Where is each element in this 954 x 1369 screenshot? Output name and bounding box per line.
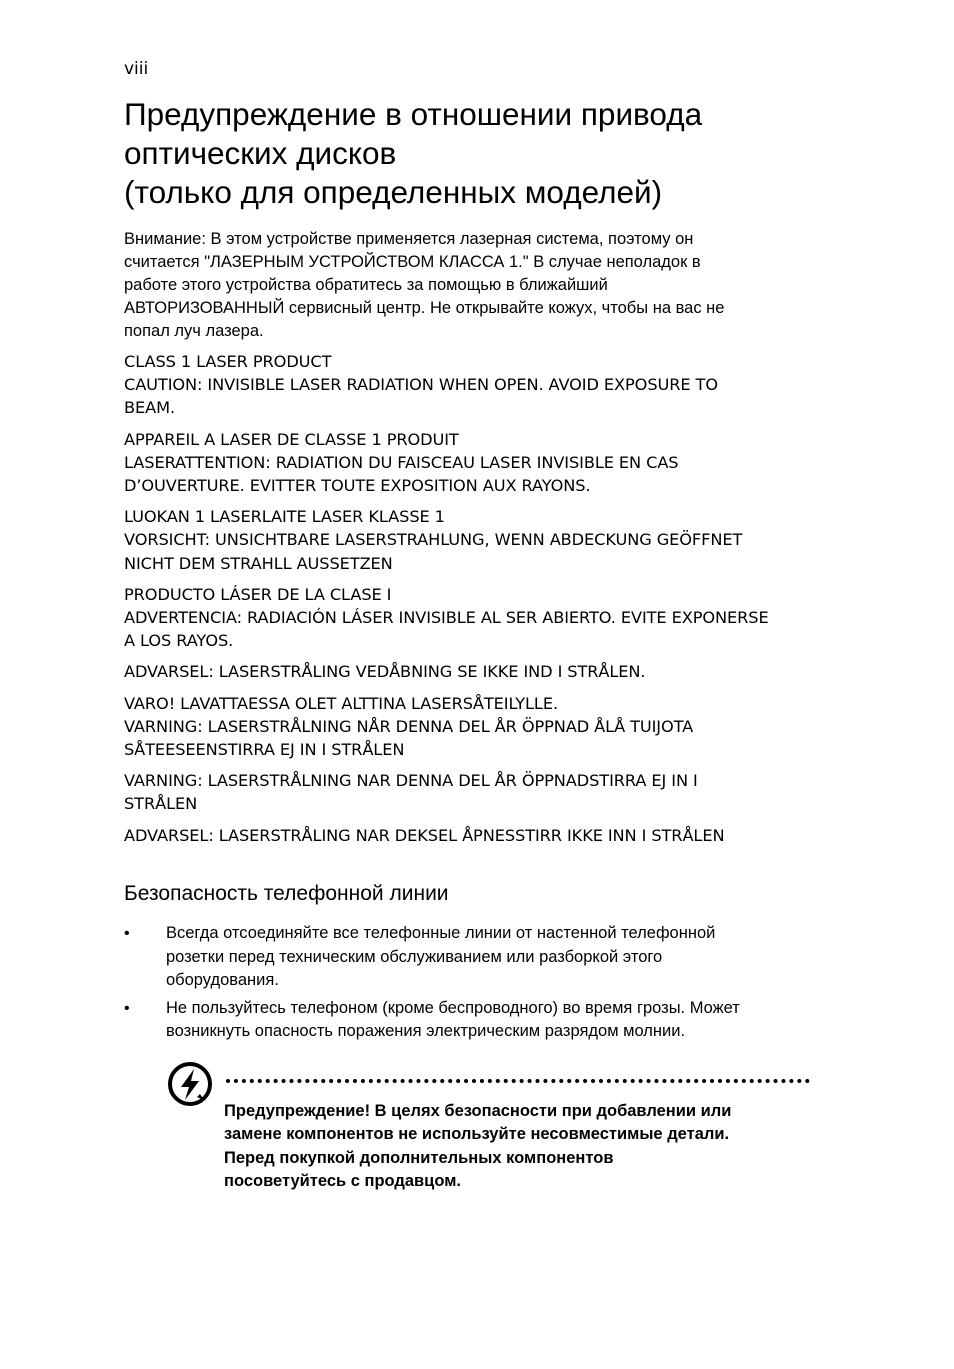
list-item xyxy=(124,997,824,1044)
laser-notice-finnish-swedish xyxy=(124,692,824,762)
notice-line: ADVARSEL: LASERSTRÅLING NAR DEKSEL ÅPNESSTIRR IKKE INN I STRÅLEN xyxy=(124,825,725,845)
notice-line: VARO! LAVATTAESSA OLET ALTTINA LASERSÅTEILYLLE. xyxy=(124,693,559,713)
intro-paragraph xyxy=(124,228,814,343)
intro-line: работе этого устройства обратитесь за помощью в ближайший xyxy=(124,276,608,294)
notice-line: CLASS 1 LASER PRODUCT xyxy=(124,352,332,371)
intro-line: Внимание: В этом устройстве применяется лазерная система, поэтому он xyxy=(124,230,694,248)
notice-line: VORSICHT: UNSICHTBARE LASERSTRAHLUNG, WENN ABDECKUNG GEÖFFNET xyxy=(124,530,743,550)
warning-line: Предупреждение! В целях безопасности при добавлении или xyxy=(224,1102,732,1120)
bullet-line: розетки перед техническим обслуживанием или разборкой этого xyxy=(166,947,663,966)
bullet-list xyxy=(124,922,824,1048)
notice-line: VARNING: LASERSTRÅLNING NÅR DENNA DEL ÅR ÖPPNAD ÅLÅ TUIJOTA xyxy=(124,716,694,736)
bullet-line: оборудования. xyxy=(166,971,279,989)
title-line: Предупреждение в отношении привода xyxy=(124,96,703,132)
warning-line: Перед покупкой дополнительных компонентов xyxy=(224,1148,614,1167)
laser-notice-french xyxy=(124,428,824,498)
warning-line: замене компонентов не используйте несовместимые детали. xyxy=(224,1125,730,1144)
warning-box xyxy=(166,1060,816,1200)
page-number: viii xyxy=(124,59,149,79)
laser-notice-swedish xyxy=(124,769,824,815)
notice-line: A LOS RAYOS. xyxy=(124,631,234,651)
notice-line: STRÅLEN xyxy=(124,794,198,814)
bullet-line: Всегда отсоединяйте все телефонные линии от настенной телефонной xyxy=(166,924,716,942)
notice-line: ADVERTENCIA: RADIACIÓN LÁSER INVISIBLE AL SER ABIERTO. EVITE EXPONERSE xyxy=(124,608,769,628)
page-title xyxy=(124,95,824,212)
laser-notices xyxy=(124,350,824,855)
warning-line: посоветуйтесь с продавцом. xyxy=(224,1171,461,1190)
notice-line: PRODUCTO LÁSER DE LA CLASE I xyxy=(124,584,392,604)
notice-line: BEAM. xyxy=(124,398,176,418)
notice-line: LUOKAN 1 LASERLAITE LASER KLASSE 1 xyxy=(124,507,445,527)
notice-line: APPAREIL A LASER DE CLASSE 1 PRODUIT xyxy=(124,429,459,449)
notice-line: NICHT DEM STRAHLL AUSSETZEN xyxy=(124,553,393,573)
bullet-line: возникнуть опасность поражения электрическим разрядом молнии. xyxy=(166,1022,686,1040)
title-line: (только для определенных моделей) xyxy=(124,174,663,210)
lightning-warning-icon xyxy=(166,1060,214,1108)
notice-line: SÅTEESEENSTIRRA EJ IN I STRÅLEN xyxy=(124,740,405,760)
bullet-line: Не пользуйтесь телефоном (кроме беспроводного) во время грозы. Может xyxy=(166,998,740,1017)
title-line: оптических дисков xyxy=(124,135,397,171)
laser-notice-danish xyxy=(124,660,824,683)
laser-notice-german xyxy=(124,505,824,575)
bullet-icon: • xyxy=(124,999,130,1017)
list-item xyxy=(124,922,824,993)
bullet-icon: • xyxy=(124,925,130,942)
notice-line: LASERATTENTION: RADIATION DU FAISCEAU LASER INVISIBLE EN CAS xyxy=(124,452,679,472)
laser-notice-english xyxy=(124,350,824,420)
notice-line: VARNING: LASERSTRÅLNING NAR DENNA DEL ÅR ÖPPNADSTIRRA EJ IN I xyxy=(124,771,698,791)
laser-notice-norwegian xyxy=(124,824,824,847)
laser-notice-spanish xyxy=(124,583,824,653)
notice-line: ADVARSEL: LASERSTRÅLING VEDÅBNING SE IKKE IND I STRÅLEN. xyxy=(124,662,646,682)
section-heading: Безопасность телефонной линии xyxy=(124,882,449,905)
notice-line: CAUTION: INVISIBLE LASER RADIATION WHEN OPEN. AVOID EXPOSURE TO xyxy=(124,375,718,395)
intro-line: АВТОРИЗОВАННЫЙ сервисный центр. Не открывайте кожух, чтобы на вас не xyxy=(124,299,725,317)
warning-text xyxy=(224,1100,814,1193)
intro-line: считается "ЛАЗЕРНЫМ УСТРОЙСТВОМ КЛАССА 1." В случае неполадок в xyxy=(124,253,701,271)
notice-line: D’OUVERTURE. EVITTER TOUTE EXPOSITION AUX RAYONS. xyxy=(124,476,591,496)
intro-line: попал луч лазера. xyxy=(124,322,264,340)
divider xyxy=(226,1079,810,1083)
